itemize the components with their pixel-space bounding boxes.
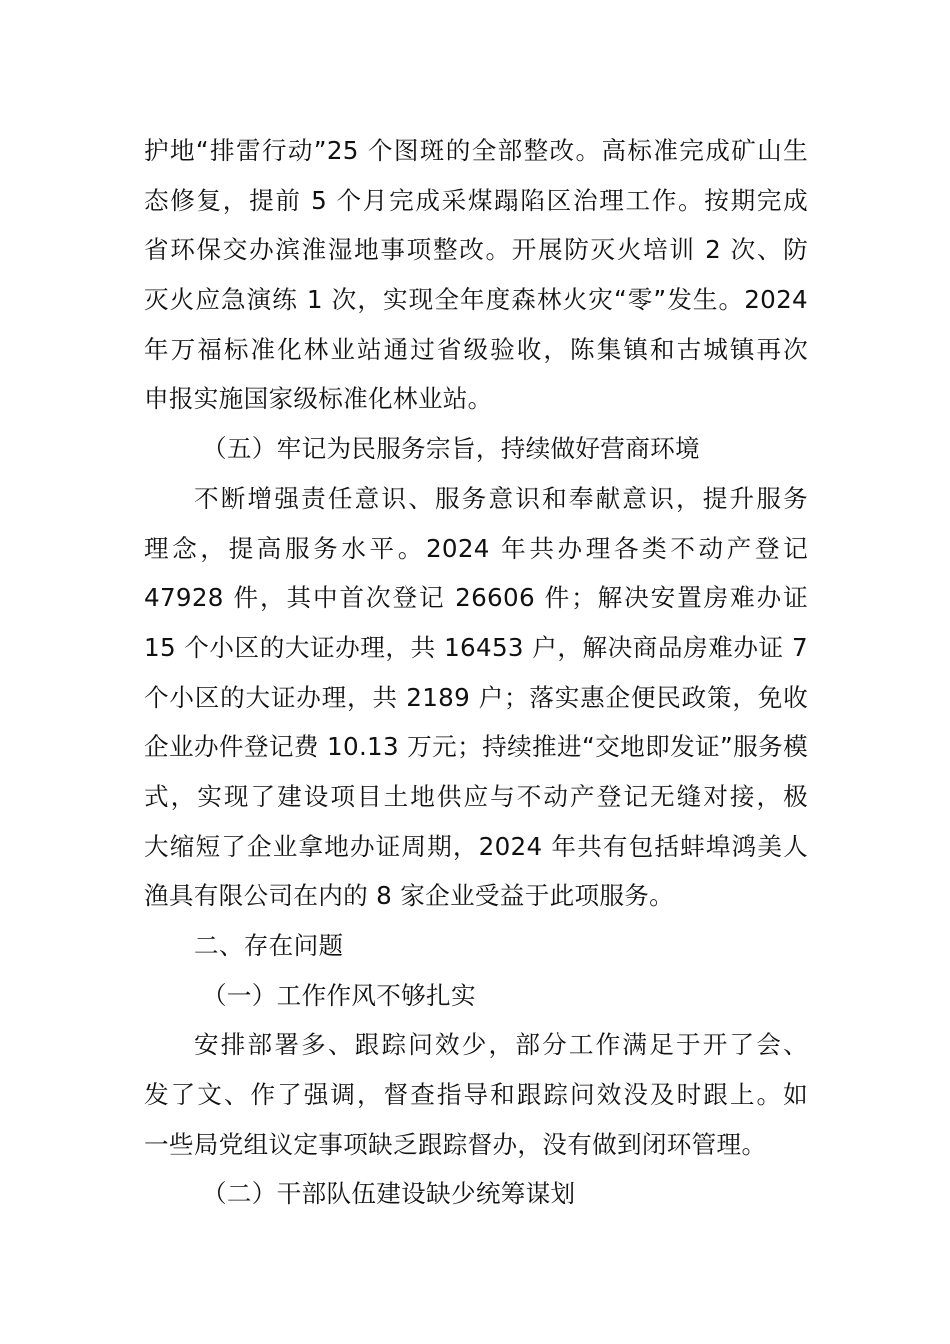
body-text-line: 发了文、作了强调，督查指导和跟踪问效没及时跟上。如 [144, 1080, 808, 1110]
body-text-line: 渔具有限公司在内的 8 家企业受益于此项服务。 [144, 881, 675, 911]
body-text-line: 一些局党组议定事项缺乏跟踪督办，没有做到闭环管理。 [144, 1129, 767, 1159]
section-heading: （二）干部队伍建设缺少统筹谋划 [202, 1179, 576, 1209]
body-text-line: 年万福标准化林业站通过省级验收，陈集镇和古城镇再次 [144, 334, 808, 364]
body-text-line: 护地“排雷行动”25 个图斑的全部整改。高标准完成矿山生 [144, 136, 808, 165]
section-heading: （五）牢记为民服务宗旨，持续做好营商环境 [202, 434, 700, 464]
body-text-line: 态修复，提前 5 个月完成采煤蹋陷区治理工作。按期完成 [144, 185, 808, 215]
paragraph-first-line: 不断增强责任意识、服务意识和奉献意识，提升服务 [194, 483, 808, 513]
document-page [144, 126, 808, 1219]
body-text-line: 47928 件，其中首次登记 26606 件；解决安置房难办证 [144, 583, 808, 613]
body-text-line: 个小区的大证办理，共 2189 户；落实惠企便民政策，免收 [144, 682, 808, 712]
body-text-line: 大缩短了企业拿地办证周期，2024 年共有包括蚌埠鸿美人 [144, 831, 808, 861]
body-text-line: 15 个小区的大证办理，共 16453 户，解决商品房难办证 7 [144, 632, 808, 662]
body-text-line: 企业办件登记费 10.13 万元；持续推进“交地即发证”服务模 [144, 732, 808, 762]
body-text-line: 申报实施国家级标准化林业站。 [144, 384, 493, 414]
section-heading: （一）工作作风不够扎实 [202, 980, 476, 1010]
chapter-heading: 二、存在问题 [194, 931, 344, 960]
body-text-line: 省环保交办滨淮湿地事项整改。开展防灭火培训 2 次、防 [144, 235, 808, 265]
paragraph-first-line: 安排部署多、跟踪问效少，部分工作满足于开了会、 [194, 1030, 808, 1060]
body-text-line: 理念，提高服务水平。2024 年共办理各类不动产登记 [144, 533, 808, 563]
body-text-line: 式，实现了建设项目土地供应与不动产登记无缝对接，极 [144, 781, 808, 811]
body-text-line: 灭火应急演练 1 次，实现全年度森林火灾“零”发生。2024 [144, 285, 808, 315]
